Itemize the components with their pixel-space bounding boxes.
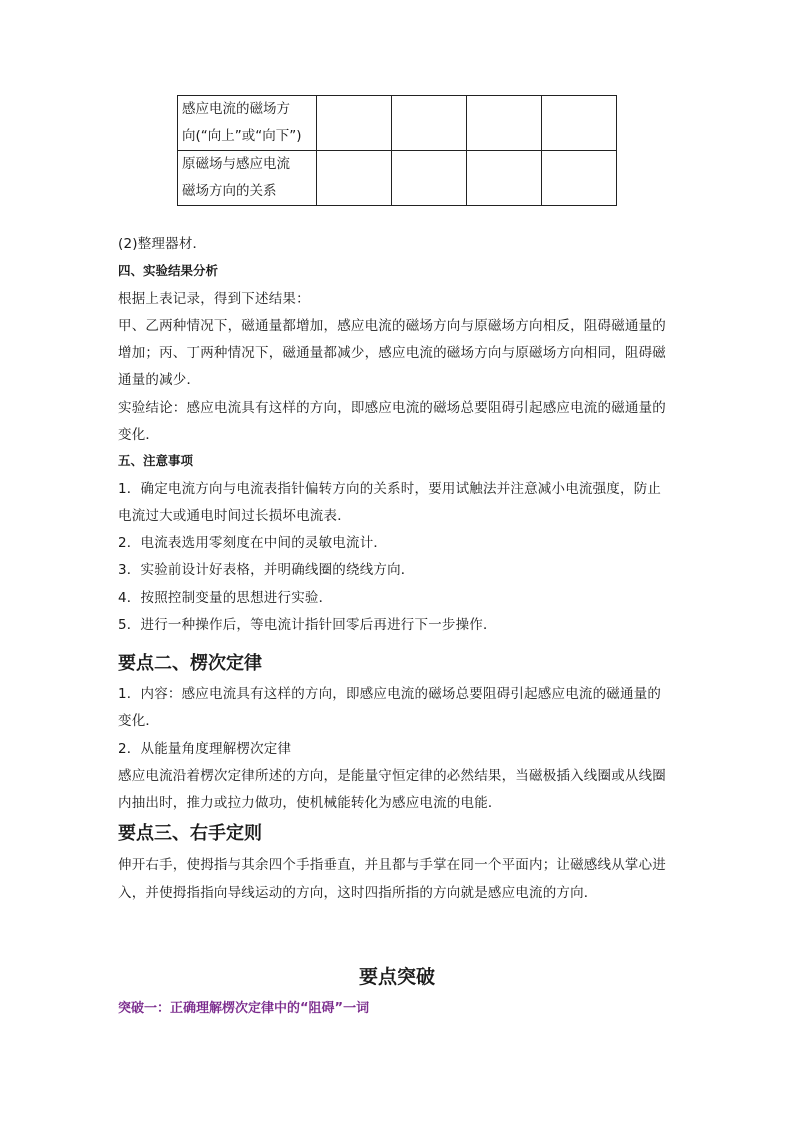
table-cell xyxy=(542,151,617,206)
list-item: 2．从能量角度理解楞次定律 xyxy=(118,741,292,757)
list-item: 3．实验前设计好表格，并明确线圈的绕线方向． xyxy=(118,562,415,578)
list-item-cont: 变化． xyxy=(118,713,160,729)
table-cell xyxy=(467,96,542,151)
section-heading: 要点二、楞次定律 xyxy=(118,653,262,674)
cell-text: 原磁场与感应电流 xyxy=(182,156,290,172)
list-item: 5．进行一种操作后，等电流计指针回零后再进行下一步操作． xyxy=(118,617,497,633)
paragraph-line: 增加；丙、丁两种情况下，磁通量都减少，感应电流的磁场方向与原磁场方向相同，阻碍磁 xyxy=(118,345,666,361)
experiment-table xyxy=(177,95,617,206)
paragraph-line: 通量的减少． xyxy=(118,372,201,388)
table-row xyxy=(178,96,617,151)
list-item: 1．确定电流方向与电流表指针偏转方向的关系时，要用试触法并注意减小电流强度，防止 xyxy=(118,481,662,497)
paragraph-line: 变化． xyxy=(118,427,160,443)
paragraph: (2)整理器材． xyxy=(118,236,207,252)
page-title: 要点突破 xyxy=(358,966,435,988)
paragraph-line: 内抽出时，推力或拉力做功，使机械能转化为感应电流的电能． xyxy=(118,795,502,811)
list-item: 2．电流表选用零刻度在中间的灵敏电流计． xyxy=(118,535,388,551)
paragraph-line: 入，并使拇指指向导线运动的方向，这时四指所指的方向就是感应电流的方向． xyxy=(118,885,598,901)
paragraph: 根据上表记录，得到下述结果： xyxy=(118,291,310,307)
table-cell-label xyxy=(178,151,317,206)
paragraph-line: 伸开右手，使拇指与其余四个手指垂直，并且都与手掌在同一个平面内；让磁感线从掌心进 xyxy=(118,857,666,873)
paragraph-line: 甲、乙两种情况下，磁通量都增加，感应电流的磁场方向与原磁场方向相反，阻碍磁通量的 xyxy=(118,318,666,334)
list-item-cont: 电流过大或通电时间过长损坏电流表． xyxy=(118,508,351,524)
subheading: 突破一：正确理解楞次定律中的“阻碍”一词 xyxy=(118,1001,370,1016)
paragraph-line: 感应电流沿着楞次定律所述的方向，是能量守恒定律的必然结果，当磁极插入线圈或从线圈 xyxy=(118,768,666,784)
table-cell xyxy=(392,96,467,151)
section-heading: 四、实验结果分析 xyxy=(118,263,219,278)
paragraph-line: 实验结论：感应电流具有这样的方向，即感应电流的磁场总要阻碍引起感应电流的磁通量的 xyxy=(118,400,666,416)
cell-text: 向(“向上”或“向下”) xyxy=(182,128,302,144)
table-cell xyxy=(467,151,542,206)
table-cell xyxy=(392,151,467,206)
table-cell xyxy=(542,96,617,151)
section-heading: 要点三、右手定则 xyxy=(118,823,262,844)
cell-text: 磁场方向的关系 xyxy=(182,183,277,199)
table-cell xyxy=(317,151,392,206)
table-cell-label xyxy=(178,96,317,151)
section-heading: 五、注意事项 xyxy=(118,453,194,468)
table-row xyxy=(178,151,617,206)
list-item: 1．内容：感应电流具有这样的方向，即感应电流的磁场总要阻碍引起感应电流的磁通量的 xyxy=(118,686,662,702)
cell-text: 感应电流的磁场方 xyxy=(182,101,290,117)
table-cell xyxy=(317,96,392,151)
list-item: 4．按照控制变量的思想进行实验． xyxy=(118,590,333,606)
